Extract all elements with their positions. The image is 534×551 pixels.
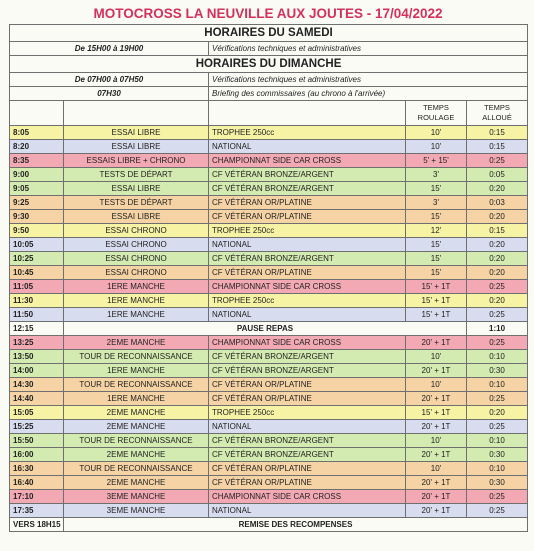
row-session: TOUR DE RECONNAISSANCE (64, 350, 209, 364)
row-category: CF VÉTÉRAN OR/PLATINE (209, 266, 406, 280)
row-roulage: 20' + 1T (406, 504, 467, 518)
row-roulage: 20' + 1T (406, 476, 467, 490)
row-session: 2EME MANCHE (64, 406, 209, 420)
row-category: NATIONAL (209, 140, 406, 154)
row-alloue: 0:20 (467, 238, 528, 252)
info-when: De 15H00 à 19H00 (10, 42, 209, 56)
column-header-row (10, 101, 528, 126)
row-roulage: 3' (406, 168, 467, 182)
row-time: 14:00 (10, 364, 64, 378)
row-session: ESSAI CHRONO (64, 252, 209, 266)
row-time: 15:05 (10, 406, 64, 420)
pause-row (10, 322, 528, 336)
row-session: 2EME MANCHE (64, 336, 209, 350)
table-row (10, 420, 528, 434)
table-row (10, 378, 528, 392)
row-time: 15:25 (10, 420, 64, 434)
row-roulage: 20' + 1T (406, 490, 467, 504)
row-roulage: 15' + 1T (406, 280, 467, 294)
row-time: 9:05 (10, 182, 64, 196)
row-roulage: 20' + 1T (406, 392, 467, 406)
table-row (10, 476, 528, 490)
row-session: 3EME MANCHE (64, 490, 209, 504)
row-category: TROPHEE 250cc (209, 406, 406, 420)
table-row (10, 252, 528, 266)
row-roulage: 10' (406, 462, 467, 476)
row-session: ESSAI LIBRE (64, 126, 209, 140)
table-row (10, 266, 528, 280)
row-time: 14:40 (10, 392, 64, 406)
row-alloue: 0:25 (467, 336, 528, 350)
schedule-table-body (10, 25, 528, 532)
table-row (10, 280, 528, 294)
table-row (10, 462, 528, 476)
row-time: 16:00 (10, 448, 64, 462)
row-category: CF VÉTÉRAN BRONZE/ARGENT (209, 448, 406, 462)
header-blank (10, 101, 64, 126)
row-alloue: 0:10 (467, 350, 528, 364)
row-session: TESTS DE DÉPART (64, 168, 209, 182)
samedi-heading-row (10, 25, 528, 42)
row-time: 11:30 (10, 294, 64, 308)
table-row (10, 406, 528, 420)
row-roulage: 15' + 1T (406, 294, 467, 308)
table-row (10, 504, 528, 518)
row-category: TROPHEE 250cc (209, 126, 406, 140)
header-roulage: TEMPS ROULAGE (406, 101, 467, 126)
row-session: TESTS DE DÉPART (64, 196, 209, 210)
row-alloue: 0:25 (467, 420, 528, 434)
row-time: 15:50 (10, 434, 64, 448)
final-row (10, 518, 528, 532)
row-session: TOUR DE RECONNAISSANCE (64, 462, 209, 476)
row-session: 2EME MANCHE (64, 448, 209, 462)
dimanche-heading-row (10, 56, 528, 73)
table-row (10, 238, 528, 252)
table-row (10, 490, 528, 504)
row-time: VERS 18H15 (10, 518, 64, 532)
row-time: 13:50 (10, 350, 64, 364)
row-category: CF VÉTÉRAN OR/PLATINE (209, 210, 406, 224)
table-row (10, 392, 528, 406)
row-alloue: 0:25 (467, 504, 528, 518)
final-label: REMISE DES RECOMPENSES (64, 518, 528, 532)
row-alloue: 0:10 (467, 434, 528, 448)
row-roulage: 20' + 1T (406, 420, 467, 434)
row-category: NATIONAL (209, 238, 406, 252)
table-row (10, 294, 528, 308)
row-roulage: 15' + 1T (406, 406, 467, 420)
table-row (10, 336, 528, 350)
row-roulage: 3' (406, 196, 467, 210)
info-when: De 07H00 à 07H50 (10, 73, 209, 87)
row-category: CF VÉTÉRAN BRONZE/ARGENT (209, 168, 406, 182)
header-blank (64, 101, 209, 126)
table-row (10, 196, 528, 210)
row-roulage: 20' + 1T (406, 448, 467, 462)
samedi-info-row (10, 42, 528, 56)
row-alloue: 0:15 (467, 224, 528, 238)
row-alloue: 0:10 (467, 378, 528, 392)
row-roulage: 15' (406, 210, 467, 224)
row-category: TROPHEE 250cc (209, 224, 406, 238)
table-row (10, 154, 528, 168)
table-row (10, 448, 528, 462)
row-alloue: 0:20 (467, 182, 528, 196)
table-row (10, 140, 528, 154)
row-session: ESSAI LIBRE (64, 140, 209, 154)
row-category: CF VÉTÉRAN OR/PLATINE (209, 476, 406, 490)
row-time: 10:25 (10, 252, 64, 266)
row-time: 16:30 (10, 462, 64, 476)
row-time: 10:05 (10, 238, 64, 252)
row-alloue: 0:30 (467, 448, 528, 462)
row-roulage: 10' (406, 140, 467, 154)
row-alloue: 0:30 (467, 364, 528, 378)
row-alloue: 0:15 (467, 126, 528, 140)
table-row (10, 364, 528, 378)
pause-label: PAUSE REPAS (64, 322, 467, 336)
row-alloue: 0:25 (467, 280, 528, 294)
table-row (10, 126, 528, 140)
row-time: 14:30 (10, 378, 64, 392)
row-alloue: 0:05 (467, 168, 528, 182)
row-roulage: 10' (406, 126, 467, 140)
row-time: 16:40 (10, 476, 64, 490)
row-time: 10:45 (10, 266, 64, 280)
row-roulage: 15' (406, 182, 467, 196)
row-session: TOUR DE RECONNAISSANCE (64, 378, 209, 392)
row-time: 12:15 (10, 322, 64, 336)
row-session: 1ERE MANCHE (64, 364, 209, 378)
page-title: MOTOCROSS LA NEUVILLE AUX JOUTES - 17/04/2022 (93, 6, 443, 21)
row-category: CF VÉTÉRAN OR/PLATINE (209, 462, 406, 476)
row-alloue: 0:25 (467, 490, 528, 504)
row-session: 1ERE MANCHE (64, 294, 209, 308)
row-category: CHAMPIONNAT SIDE CAR CROSS (209, 280, 406, 294)
row-roulage: 20' + 1T (406, 336, 467, 350)
row-time: 9:00 (10, 168, 64, 182)
info-when: 07H30 (10, 87, 209, 101)
row-alloue: 0:20 (467, 210, 528, 224)
row-session: 1ERE MANCHE (64, 280, 209, 294)
row-category: NATIONAL (209, 420, 406, 434)
info-what: Vérifications techniques et administratives (209, 73, 528, 87)
row-roulage: 10' (406, 378, 467, 392)
row-roulage: 15' (406, 238, 467, 252)
row-time: 11:50 (10, 308, 64, 322)
table-row (10, 224, 528, 238)
row-category: CF VÉTÉRAN BRONZE/ARGENT (209, 182, 406, 196)
row-session: ESSAIS LIBRE + CHRONO (64, 154, 209, 168)
row-alloue: 1:10 (467, 322, 528, 336)
row-category: CHAMPIONNAT SIDE CAR CROSS (209, 154, 406, 168)
row-time: 8:05 (10, 126, 64, 140)
row-alloue: 0:25 (467, 154, 528, 168)
info-what: Briefing des commissaires (au chrono à l'arrivée) (209, 87, 528, 101)
row-session: 3EME MANCHE (64, 504, 209, 518)
table-row (10, 168, 528, 182)
row-category: TROPHEE 250cc (209, 294, 406, 308)
row-category: CHAMPIONNAT SIDE CAR CROSS (209, 490, 406, 504)
row-session: TOUR DE RECONNAISSANCE (64, 434, 209, 448)
row-time: 8:35 (10, 154, 64, 168)
row-time: 17:35 (10, 504, 64, 518)
row-alloue: 0:20 (467, 266, 528, 280)
header-alloue: TEMPS ALLOUÉ (467, 101, 528, 126)
row-alloue: 0:20 (467, 406, 528, 420)
row-alloue: 0:20 (467, 294, 528, 308)
table-row (10, 308, 528, 322)
row-category: CF VÉTÉRAN BRONZE/ARGENT (209, 364, 406, 378)
row-category: CHAMPIONNAT SIDE CAR CROSS (209, 336, 406, 350)
row-time: 9:25 (10, 196, 64, 210)
dimanche-info-row (10, 87, 528, 101)
row-category: CF VÉTÉRAN BRONZE/ARGENT (209, 252, 406, 266)
row-session: ESSAI CHRONO (64, 238, 209, 252)
row-roulage: 15' (406, 266, 467, 280)
row-category: CF VÉTÉRAN BRONZE/ARGENT (209, 350, 406, 364)
table-row (10, 350, 528, 364)
table-row (10, 182, 528, 196)
row-alloue: 0:10 (467, 462, 528, 476)
row-roulage: 10' (406, 350, 467, 364)
table-row (10, 434, 528, 448)
row-category: NATIONAL (209, 308, 406, 322)
row-roulage: 15' (406, 252, 467, 266)
row-alloue: 0:25 (467, 308, 528, 322)
row-alloue: 0:20 (467, 252, 528, 266)
row-category: CF VÉTÉRAN OR/PLATINE (209, 196, 406, 210)
row-time: 8:20 (10, 140, 64, 154)
samedi-heading: HORAIRES DU SAMEDI (10, 25, 528, 42)
row-session: ESSAI CHRONO (64, 224, 209, 238)
row-roulage: 12' (406, 224, 467, 238)
row-roulage: 20' + 1T (406, 364, 467, 378)
dimanche-heading: HORAIRES DU DIMANCHE (10, 56, 528, 73)
row-category: CF VÉTÉRAN BRONZE/ARGENT (209, 434, 406, 448)
schedule-table (9, 24, 528, 532)
row-session: ESSAI CHRONO (64, 266, 209, 280)
row-time: 9:30 (10, 210, 64, 224)
row-alloue: 0:03 (467, 196, 528, 210)
row-session: ESSAI LIBRE (64, 210, 209, 224)
row-time: 9:50 (10, 224, 64, 238)
row-session: 1ERE MANCHE (64, 308, 209, 322)
row-time: 17:10 (10, 490, 64, 504)
dimanche-info-row (10, 73, 528, 87)
table-row (10, 210, 528, 224)
row-roulage: 10' (406, 434, 467, 448)
schedule-sheet (9, 4, 527, 532)
row-category: CF VÉTÉRAN OR/PLATINE (209, 378, 406, 392)
row-category: CF VÉTÉRAN OR/PLATINE (209, 392, 406, 406)
info-what: Vérifications techniques et administratives (209, 42, 528, 56)
row-category: NATIONAL (209, 504, 406, 518)
row-alloue: 0:15 (467, 140, 528, 154)
row-roulage: 5' + 15' (406, 154, 467, 168)
row-alloue: 0:25 (467, 392, 528, 406)
row-time: 13:25 (10, 336, 64, 350)
row-roulage: 15' + 1T (406, 308, 467, 322)
row-session: 2EME MANCHE (64, 420, 209, 434)
header-blank (209, 101, 406, 126)
row-session: ESSAI LIBRE (64, 182, 209, 196)
row-time: 11:05 (10, 280, 64, 294)
row-session: 2EME MANCHE (64, 476, 209, 490)
row-alloue: 0:30 (467, 476, 528, 490)
row-session: 1ERE MANCHE (64, 392, 209, 406)
